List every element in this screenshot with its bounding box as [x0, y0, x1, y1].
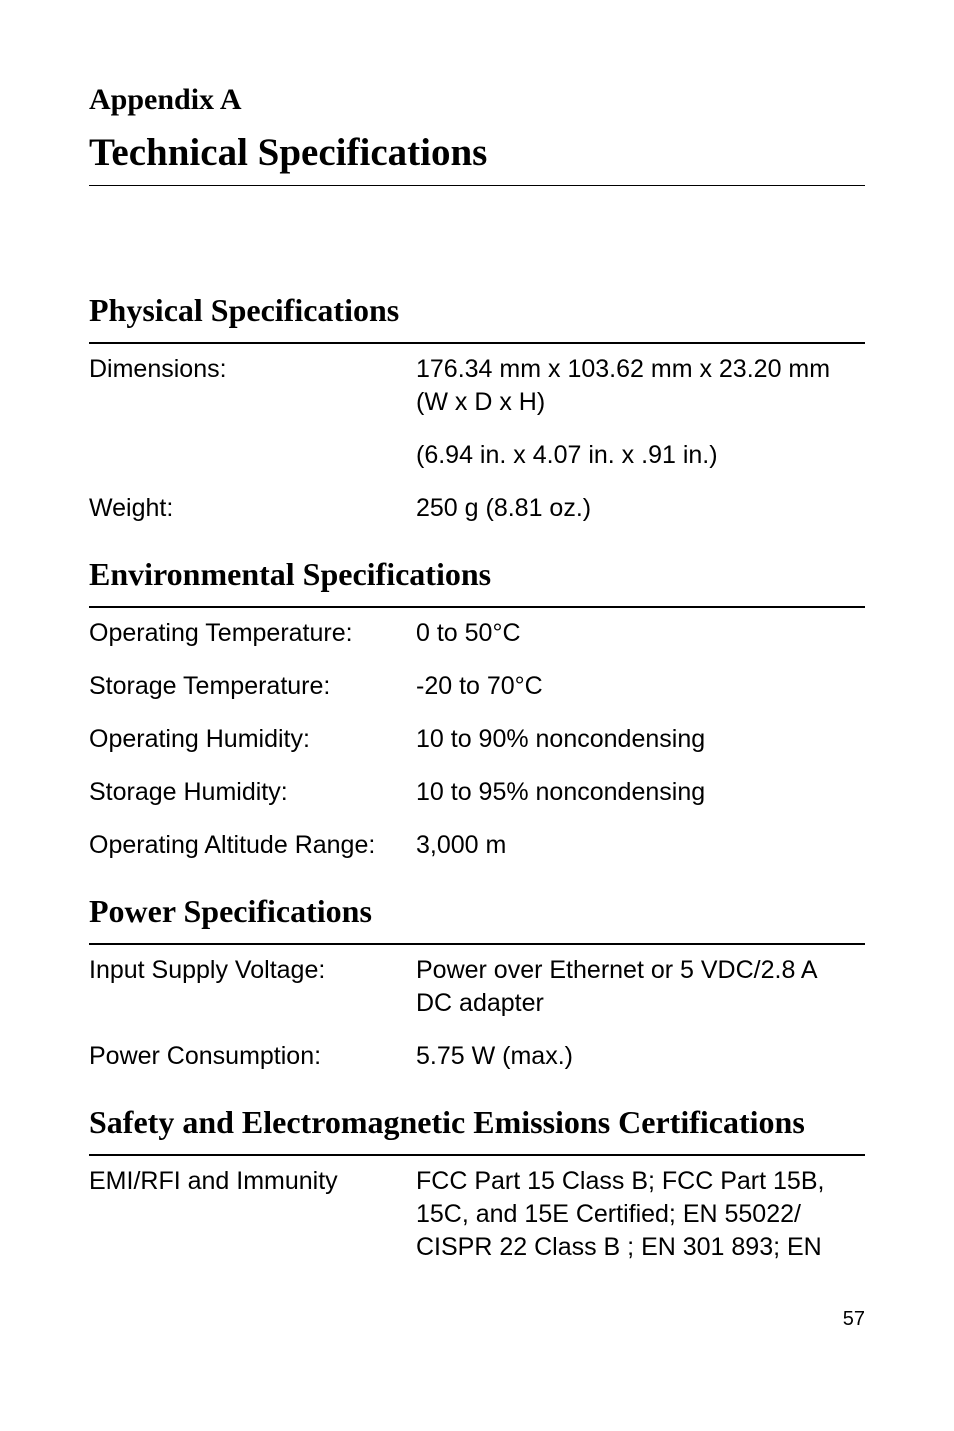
spec-label: Operating Altitude Range: — [89, 831, 376, 859]
spec-label: Operating Temperature: — [89, 619, 353, 647]
spec-row-storage-humidity — [89, 776, 865, 809]
safety-certifications-section — [89, 1103, 865, 1284]
section-divider — [89, 943, 865, 945]
environmental-specifications-section — [89, 555, 865, 882]
spec-label: Storage Temperature: — [89, 672, 331, 700]
spec-table — [89, 1165, 865, 1264]
spec-row-emi-rfi-immunity — [89, 1165, 865, 1264]
page-number: 57 — [842, 1308, 865, 1330]
page-title: Technical Specifications — [89, 131, 488, 174]
spec-value: Power over Ethernet or 5 VDC/2.8 A DC adapter — [416, 956, 818, 1017]
spec-table — [89, 954, 865, 1073]
spec-label: Storage Humidity: — [89, 778, 288, 806]
spec-row-input-supply-voltage — [89, 954, 865, 1020]
spec-label — [89, 439, 416, 472]
spec-label: EMI/RFI and Immunity — [89, 1167, 338, 1195]
spec-row-power-consumption — [89, 1040, 865, 1073]
section-heading: Power Specifications — [89, 893, 372, 929]
spec-row-weight — [89, 492, 865, 525]
spec-value: 0 to 50°C — [416, 619, 521, 647]
spec-label: Dimensions: — [89, 355, 227, 383]
spec-value: 3,000 m — [416, 831, 507, 859]
spec-value: 250 g (8.81 oz.) — [416, 494, 592, 522]
section-divider — [89, 342, 865, 344]
spec-row-operating-temperature — [89, 617, 865, 650]
spec-value: 10 to 95% noncondensing — [416, 778, 706, 806]
spec-row-dimensions-inches — [89, 439, 865, 472]
spec-label: Power Consumption: — [89, 1042, 322, 1070]
section-heading: Environmental Specifications — [89, 556, 492, 592]
spec-value: 176.34 mm x 103.62 mm x 23.20 mm (W x D x H) — [416, 355, 831, 416]
appendix-label: Appendix A — [89, 83, 242, 116]
spec-value: FCC Part 15 Class B; FCC Part 15B, 15C, and 15E Certified; EN 55022/ CISPR 22 Class B ; EN 301 893; EN — [416, 1167, 825, 1261]
physical-specifications-section — [89, 291, 865, 545]
spec-value: -20 to 70°C — [416, 672, 543, 700]
spec-label: Weight: — [89, 494, 174, 522]
spec-row-storage-temperature — [89, 670, 865, 703]
spec-table — [89, 353, 865, 525]
spec-row-dimensions — [89, 353, 865, 419]
spec-value: 10 to 90% noncondensing — [416, 725, 706, 753]
spec-row-operating-humidity — [89, 723, 865, 756]
spec-value: (6.94 in. x 4.07 in. x .91 in.) — [416, 441, 718, 469]
spec-value: 5.75 W (max.) — [416, 1042, 573, 1070]
title-divider — [89, 185, 865, 186]
spec-label: Operating Humidity: — [89, 725, 310, 753]
section-heading: Safety and Electromagnetic Emissions Certifications — [89, 1104, 805, 1140]
spec-table — [89, 617, 865, 862]
section-divider — [89, 1154, 865, 1156]
spec-row-operating-altitude — [89, 829, 865, 862]
power-specifications-section — [89, 892, 865, 1093]
section-heading: Physical Specifications — [89, 292, 400, 328]
spec-label: Input Supply Voltage: — [89, 956, 326, 984]
section-divider — [89, 606, 865, 608]
